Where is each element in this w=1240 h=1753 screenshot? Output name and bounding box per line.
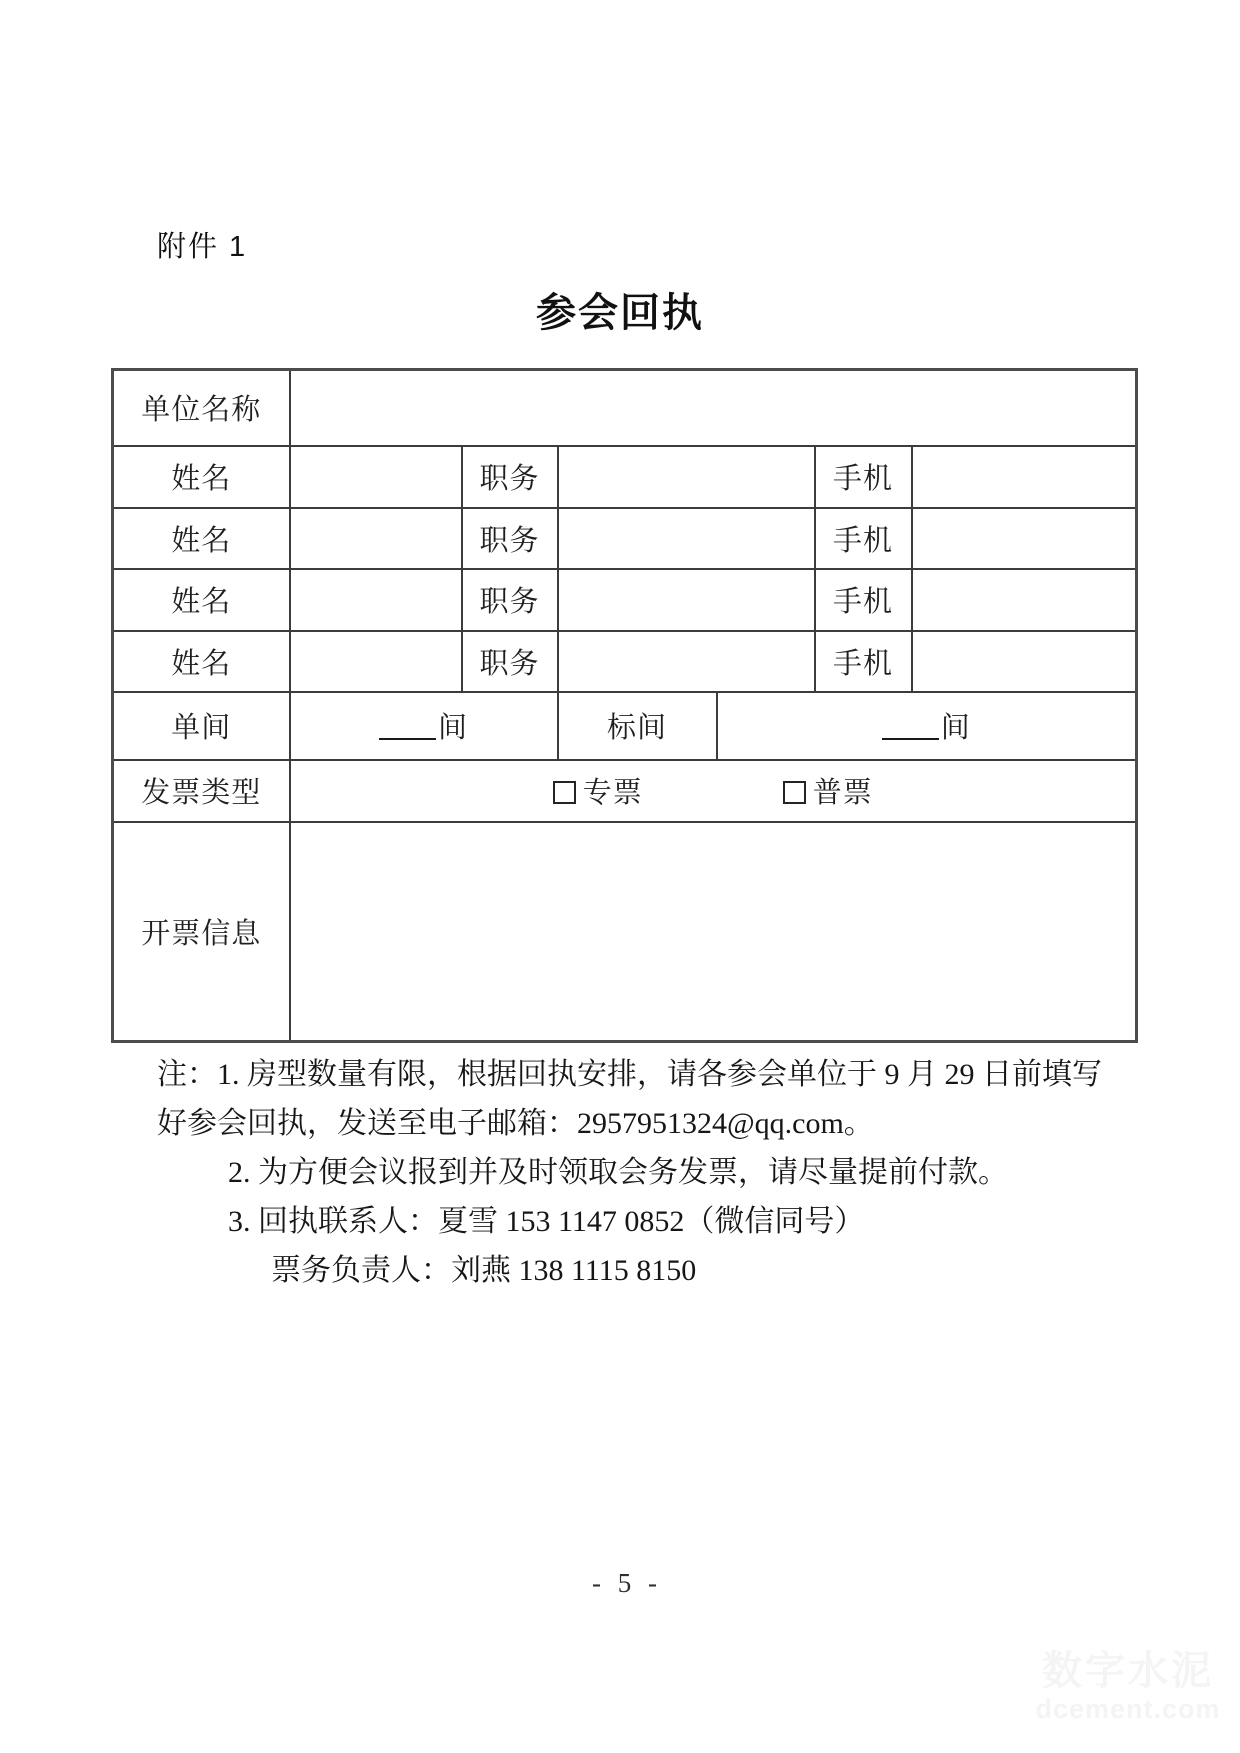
- name-label: 姓名: [113, 631, 290, 692]
- note-line-5: 票务负责人：刘燕 138 1115 8150: [271, 1254, 697, 1287]
- page-number: - 5 -: [592, 1568, 662, 1598]
- invoice-type-row: [113, 760, 1137, 822]
- watermark-logo-text: 数字水泥: [1042, 1649, 1214, 1693]
- job-title-value-cell: [558, 631, 815, 692]
- checkbox-icon: [553, 781, 576, 804]
- job-title-value-cell: [558, 446, 815, 508]
- note-line-1: 注：1. 房型数量有限，根据回执安排，请各参会单位于 9 月 29 日前填写: [157, 1058, 1102, 1091]
- note-line-2: 好参会回执，发送至电子邮箱：2957951324@qq.com。: [157, 1107, 874, 1140]
- checkbox-icon: [783, 781, 806, 804]
- name-label: 姓名: [113, 569, 290, 631]
- name-label: 姓名: [113, 446, 290, 508]
- name-value-cell: [290, 446, 462, 508]
- attendee-row-3: [113, 569, 1137, 631]
- blank-underline: [882, 738, 939, 740]
- attendee-row-1: [113, 446, 1137, 508]
- invoice-info-row: [113, 822, 1137, 1042]
- job-title-label: 职务: [462, 569, 558, 631]
- attendee-row-2: [113, 508, 1137, 569]
- phone-value-cell: [912, 631, 1137, 692]
- job-title-value-cell: [558, 569, 815, 631]
- name-label: 姓名: [113, 508, 290, 569]
- invoice-option-general-label: 普票: [812, 777, 873, 809]
- unit-name-value-cell: [290, 370, 1137, 446]
- single-room-count-cell: [290, 692, 558, 760]
- unit-name-label: 单位名称: [113, 370, 290, 446]
- watermark-domain-text: dcement.com: [1035, 1694, 1221, 1724]
- blank-underline: [379, 738, 436, 740]
- job-title-label: 职务: [462, 446, 558, 508]
- job-title-label: 职务: [462, 631, 558, 692]
- invoice-option-general: [783, 770, 873, 811]
- phone-value-cell: [912, 569, 1137, 631]
- standard-room-label: 标间: [558, 692, 717, 760]
- invoice-type-label: 发票类型: [113, 760, 290, 822]
- reply-form-table: [111, 368, 1138, 1043]
- standard-room-suffix: 间: [940, 712, 971, 744]
- name-value-cell: [290, 631, 462, 692]
- phone-value-cell: [912, 446, 1137, 508]
- invoice-option-special: [553, 770, 643, 811]
- phone-label: 手机: [815, 569, 912, 631]
- attendee-row-4: [113, 631, 1137, 692]
- watermark: [1028, 1648, 1228, 1725]
- standard-room-count-cell: [717, 692, 1137, 760]
- invoice-options: [291, 770, 1136, 811]
- phone-label: 手机: [815, 446, 912, 508]
- phone-value-cell: [912, 508, 1137, 569]
- name-value-cell: [290, 569, 462, 631]
- invoice-info-label: 开票信息: [113, 822, 290, 1042]
- single-room-suffix: 间: [437, 712, 468, 744]
- note-line-3: 2. 为方便会议报到并及时领取会务发票，请尽量提前付款。: [228, 1156, 1008, 1189]
- invoice-option-special-label: 专票: [582, 777, 643, 809]
- invoice-info-value-cell: [290, 822, 1137, 1042]
- name-value-cell: [290, 508, 462, 569]
- rooms-row: [113, 692, 1137, 760]
- phone-label: 手机: [815, 631, 912, 692]
- phone-label: 手机: [815, 508, 912, 569]
- job-title-label: 职务: [462, 508, 558, 569]
- attachment-label: 附件 1: [157, 231, 248, 263]
- unit-name-row: [113, 370, 1137, 446]
- notes-section: [157, 1050, 1102, 1295]
- job-title-value-cell: [558, 508, 815, 569]
- invoice-type-options-cell: [290, 760, 1137, 822]
- note-line-4: 3. 回执联系人：夏雪 153 1147 0852（微信同号）: [228, 1205, 865, 1238]
- page-title: 参会回执: [536, 290, 704, 335]
- single-room-label: 单间: [113, 692, 290, 760]
